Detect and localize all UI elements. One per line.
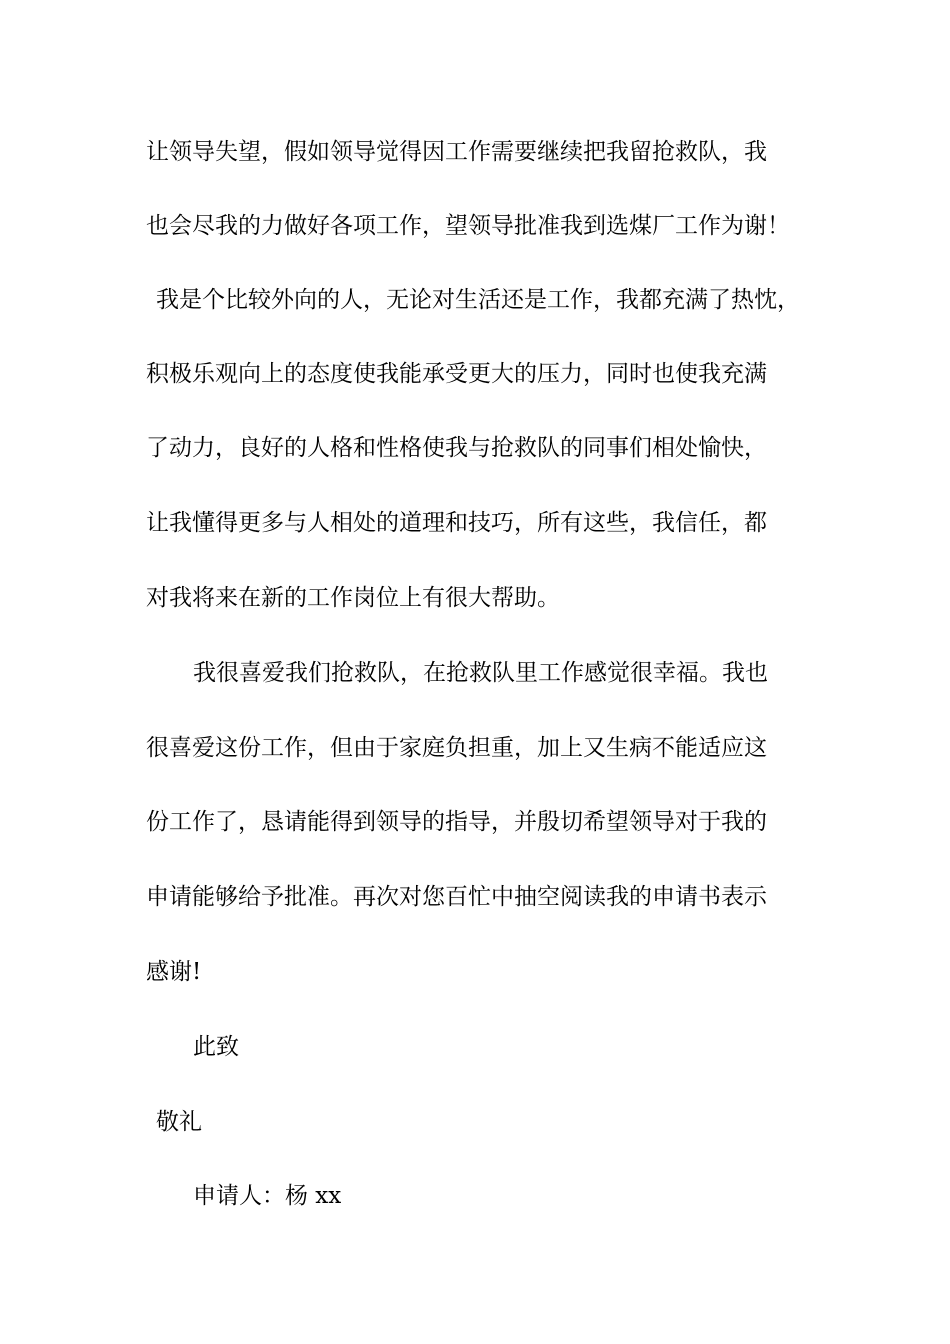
body-line-11: 申请能够给予批准。再次对您百忙中抽空阅读我的申请书表示 bbox=[146, 884, 767, 910]
body-line-8: 我很喜爱我们抢救队，在抢救队里工作感觉很幸福。我也 bbox=[193, 660, 768, 686]
body-line-2: 也会尽我的力做好各项工作，望领导批准我到选煤厂工作为谢！ bbox=[146, 213, 790, 239]
signature-text: 申请人：杨 xx bbox=[193, 1183, 342, 1209]
body-line-3: 我是个比较外向的人，无论对生活还是工作，我都充满了热忱， bbox=[156, 287, 800, 313]
closing-text: 此致 bbox=[193, 1034, 239, 1060]
body-line-12: 感谢! bbox=[146, 959, 202, 985]
salute-text: 敬礼 bbox=[156, 1109, 202, 1135]
body-line-6: 让我懂得更多与人相处的道理和技巧，所有这些，我信任，都 bbox=[146, 510, 767, 536]
body-line-7: 对我将来在新的工作岗位上有很大帮助。 bbox=[146, 585, 560, 611]
body-line-5: 了动力，良好的人格和性格使我与抢救队的同事们相处愉快， bbox=[146, 435, 767, 461]
body-line-9: 很喜爱这份工作，但由于家庭负担重，加上又生病不能适应这 bbox=[146, 735, 767, 761]
body-line-10: 份工作了，恳请能得到领导的指导，并殷切希望领导对于我的 bbox=[146, 809, 767, 835]
body-line-4: 积极乐观向上的态度使我能承受更大的压力，同时也使我充满 bbox=[146, 361, 767, 387]
body-line-1: 让领导失望，假如领导觉得因工作需要继续把我留抢救队，我 bbox=[146, 139, 767, 165]
